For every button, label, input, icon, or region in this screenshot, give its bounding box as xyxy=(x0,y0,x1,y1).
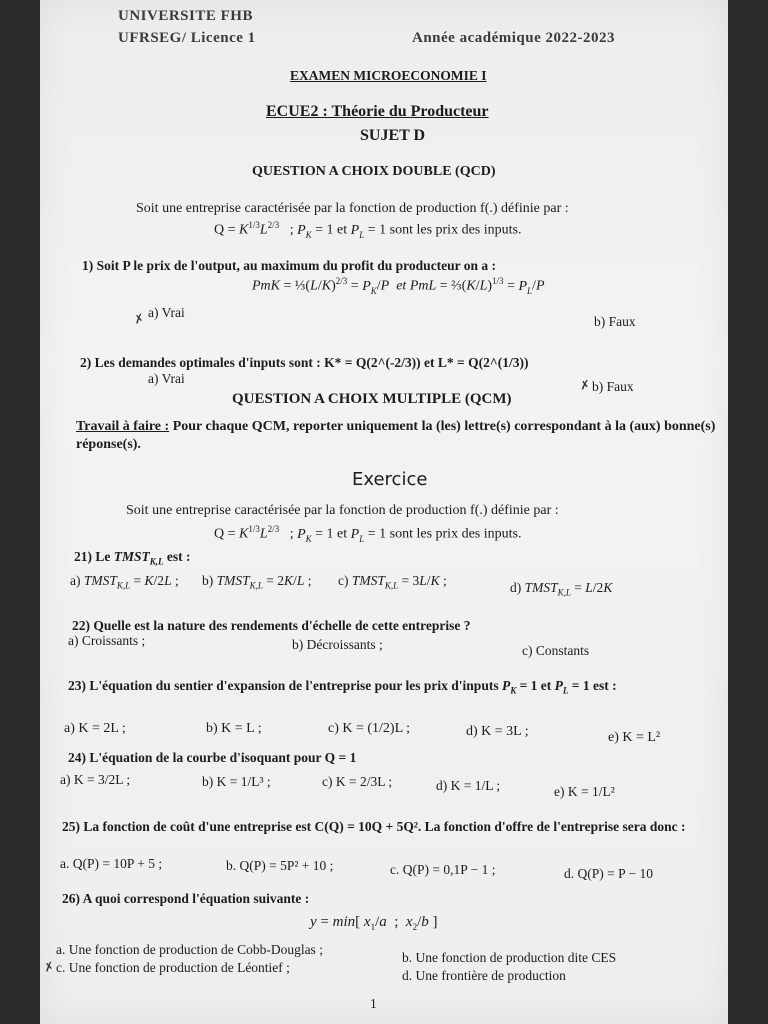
q2-option-a[interactable]: a) Vrai xyxy=(148,371,185,386)
q24-option-e[interactable]: e) K = 1/L² xyxy=(554,784,615,799)
q26-option-a[interactable]: a. Une fonction de production de Cobb-Douglas ; xyxy=(56,942,323,957)
ecue-title: ECUE2 : Théorie du Producteur xyxy=(266,103,489,120)
q23-option-e[interactable]: e) K = L² xyxy=(608,730,661,745)
q21-option-c[interactable]: c) $TMST_{K,L} = 3L/K$ ; xyxy=(338,573,447,591)
q25-option-b[interactable]: b. Q(P) = 5P² + 10 ; xyxy=(226,858,334,873)
q24-option-d[interactable]: d) K = 1/L ; xyxy=(436,778,501,793)
exam-sheet xyxy=(40,0,728,1024)
qcm-instructions: Travail à faire : Pour chaque QCM, reporter uniquement la (les) lettre(s) correspondant à la (aux) bonne(s) réponse(s). xyxy=(76,419,716,452)
page-number: 1 xyxy=(370,996,377,1011)
q21-option-a[interactable]: a) $TMST_{K,L} = K/2L$ ; xyxy=(70,573,179,591)
academic-year: Année académique 2022-2023 xyxy=(412,30,615,46)
subject-label: SUJET D xyxy=(360,127,426,144)
university-name: UNIVERSITE FHB xyxy=(118,8,253,24)
q22-text: 22) Quelle est la nature des rendements d'échelle de cette entreprise ? xyxy=(72,618,471,633)
q26-option-d[interactable]: d. Une frontière de production xyxy=(402,968,566,983)
handwritten-check-mark-icon: ✗ xyxy=(42,958,56,976)
qcd-heading: QUESTION A CHOIX DOUBLE (QCD) xyxy=(252,164,496,179)
q25-option-c[interactable]: c. Q(P) = 0,1P − 1 ; xyxy=(390,862,496,877)
q26-text: 26) A quoi correspond l'équation suivante : xyxy=(62,891,310,906)
exercise-intro: Soit une entreprise caractérisée par la fonction de production f(.) définie par : xyxy=(126,503,559,518)
q25-text: 25) La fonction de coût d'une entreprise est C(Q) = 10Q + 5Q². La fonction d'offre de l'entreprise sera donc : xyxy=(62,819,686,834)
exercise-title: Exercice xyxy=(352,469,428,490)
q22-option-b[interactable]: b) Décroissants ; xyxy=(292,637,383,652)
q2-text: 2) Les demandes optimales d'inputs sont : K* = Q(2^(-2/3)) et L* = Q(2^(1/3)) xyxy=(80,355,529,370)
q26-option-b[interactable]: b. Une fonction de production dite CES xyxy=(402,950,617,965)
q1-formula: PmK = $\frac{1}{3}(L/K)^{2/3} = P_K/P$ et PmL = $\frac{2}{3}(K/L)^{1/3} = P_L/P$ xyxy=(252,276,545,296)
q23-text: 23) L'équation du sentier d'expansion de l'entreprise pour les prix d'inputs $P_K = 1$ et $P_L = 1$ est : xyxy=(68,678,617,696)
q21-option-b[interactable]: b) $TMST_{K,L} = 2K/L$ ; xyxy=(202,573,312,591)
q22-option-a[interactable]: a) Croissants ; xyxy=(68,633,146,648)
qcd-production-function: $Q = K^{1/3}L^{2/3}$ ; $P_K = 1$ et $P_L = 1$ sont les prix des inputs. xyxy=(214,220,522,240)
q25-option-a[interactable]: a. Q(P) = 10P + 5 ; xyxy=(60,856,163,871)
q23-option-b[interactable]: b) K = L ; xyxy=(206,721,262,736)
exercise-production-function: $Q = K^{1/3}L^{2/3}$ ; $P_K = 1$ et $P_L = 1$ sont les prix des inputs. xyxy=(214,524,522,544)
qcm-heading: QUESTION A CHOIX MULTIPLE (QCM) xyxy=(232,391,512,407)
exam-title: EXAMEN MICROECONOMIE I xyxy=(290,68,487,83)
q26-formula: y = min[ $x_1/a$ ; $x_2/b$ ] xyxy=(310,914,438,932)
handwritten-check-mark-icon: ✗ xyxy=(578,377,592,393)
handwritten-check-mark-icon: ✗ xyxy=(132,310,146,328)
q1-option-b[interactable]: b) Faux xyxy=(594,314,636,329)
q21-option-d[interactable]: d) $TMST_{K,L} = L/2K$ xyxy=(510,580,613,598)
q2-option-b[interactable]: b) Faux xyxy=(592,379,634,394)
qcd-intro: Soit une entreprise caractérisée par la fonction de production f(.) définie par : xyxy=(136,201,569,216)
q26-option-c[interactable]: c. Une fonction de production de Léontief ; xyxy=(56,960,290,975)
q25-option-d[interactable]: d. Q(P) = P − 10 xyxy=(564,866,653,881)
q21-text: 21) Le $TMST_{K,L}$ est : xyxy=(74,549,191,567)
q23-option-c[interactable]: c) K = (1/2)L ; xyxy=(328,721,411,736)
q24-option-c[interactable]: c) K = 2/3L ; xyxy=(322,774,393,789)
q1-text: 1) Soit P le prix de l'output, au maximum du profit du producteur on a : xyxy=(82,258,497,273)
q1-option-a[interactable]: a) Vrai xyxy=(148,305,185,320)
q22-option-c[interactable]: c) Constants xyxy=(522,643,590,658)
q24-option-a[interactable]: a) K = 3/2L ; xyxy=(60,772,131,787)
faculty-label: UFRSEG/ Licence 1 xyxy=(118,30,256,46)
q23-option-d[interactable]: d) K = 3L ; xyxy=(466,724,529,739)
q23-option-a[interactable]: a) K = 2L ; xyxy=(64,721,126,736)
q24-option-b[interactable]: b) K = 1/L³ ; xyxy=(202,774,271,789)
q24-text: 24) L'équation de la courbe d'isoquant pour Q = 1 xyxy=(68,750,357,765)
